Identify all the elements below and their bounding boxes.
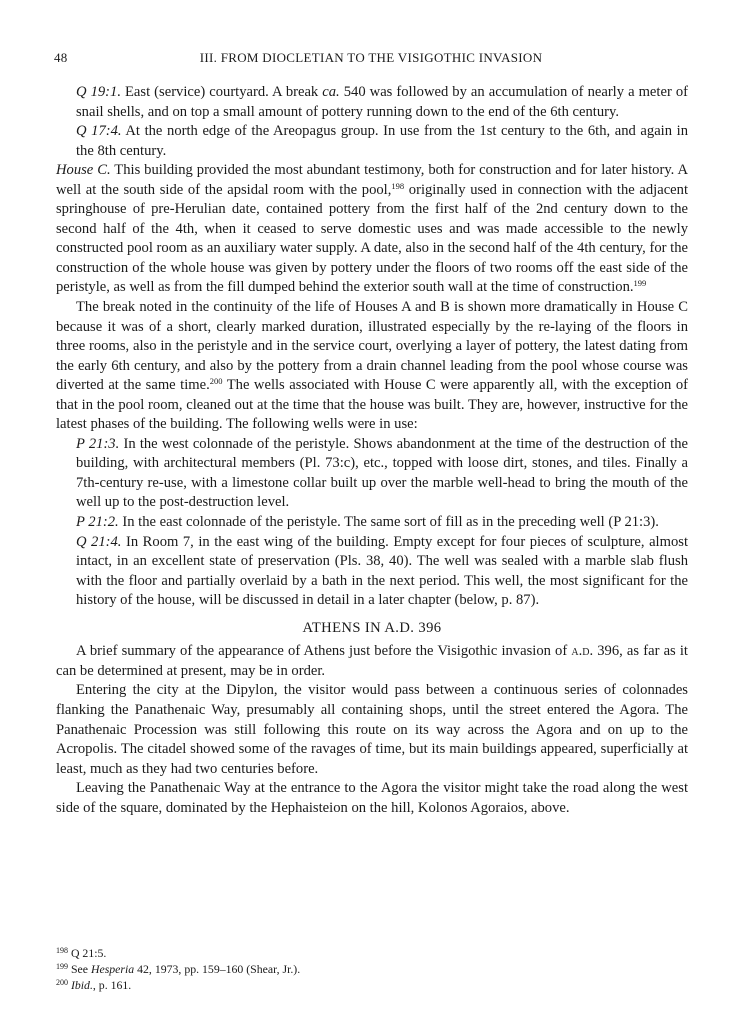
entry-label: House C. <box>56 162 111 179</box>
footnote-199: $^{199}$ See Hesperia 42, 1973, pp. 159–160 (Shear, Jr.). <box>56 962 301 977</box>
page-number: 48 <box>54 50 68 65</box>
paragraph-house-c: House C. This building provided the most abundant testimony, both for construction and for later history. A well at the south side of the apsidal room with the pool,$^{198}$ originally used in connection with the adjacent springhouse of pre-Herulian date, contained pottery from the first half of the 2nd century down to the second half of the 4th, when it ceased to serve domestic uses and was made accessible to the newly constructed pool room as an auxiliary water supply. A date, also in the second half of the 4th century, for the construction of the whole house was given by pottery under the floors of two rooms off the east side of the peristyle, as well as from the fill dumped behind the exterior south wall at the time of construction.$^{199}$ <box>56 162 689 296</box>
running-title: III. FROM DIOCLETIAN TO THE VISIGOTHIC INVASION <box>199 50 543 65</box>
entry-p213: P 21:3. In the west colonnade of the peristyle. Shows abandonment at the time of the destruction of the building, with architectural members (Pl. 73:c), etc., topped with loose dirt, stones, and tiles. Finally a 7th-century re-use, with a limestone collar built up over the marble well-head to bring the mouth of the well up to the post-destruction level. <box>76 435 689 511</box>
entry-q214: Q 21:4. In Room 7, in the east wing of the building. Empty except for four pieces of sculpture, almost intact, in an excellent state of preservation (Pls. 38, 40). The well was sealed with a marble slab flush with the floor and partially overlaid by a bath in the next period. This well, the most significant for the history of the house, will be discussed in detail in a later chapter (below, p. 87). <box>76 533 688 609</box>
footnote-ref[interactable]: 199 <box>633 278 647 289</box>
running-header <box>54 50 688 70</box>
footnote-200: $^{200}$ Ibid., p. 161. <box>56 978 132 993</box>
entry-label: Q 19:1. <box>76 84 121 100</box>
entry-label: Q 17:4. <box>76 123 122 140</box>
entry-p212: P 21:2. In the east colonnade of the peristyle. The same sort of fill as in the preceding well (P 21:3). <box>76 514 659 531</box>
footnotes <box>56 945 688 994</box>
paragraph-dipylon: Entering the city at the Dipylon, the visitor would pass between a continuous series of colonnades flanking the Panathenaic Way, presumably all containing shops, until the street entered the Agora. The Panathenaic Procession was still following this route on its way across the Agora and on up to the Acropolis. The citadel showed some of the ravages of time, but its main buildings appeared, superficially at least, much as they had two centuries before. <box>56 682 688 777</box>
paragraph-break: The break noted in the continuity of the life of Houses A and B is shown more dramatically in House C because it was of a short, clearly marked duration, illustrated especially by the re-laying of the floors in three rooms, also in the peristyle and in the service court, overlying a layer of pottery, the latest dating from the early 6th century, and also by the pottery from a drain channel leading from the pool whose course was diverted at the same time.$^{200}$ The wells associated with House C were apparently all, with the exception of that in the pool room, cleaned out at the time that the house was built. They are, however, instructive for the latest phases of the building. The following wells were in use: <box>56 299 689 433</box>
section-heading: ATHENS IN A.D. 396 <box>302 619 442 636</box>
entry-label: Q 21:4. <box>76 533 122 550</box>
footnote-198: $^{198}$ Q 21:5. <box>56 946 107 960</box>
paragraph-agora: Leaving the Panathenaic Way at the entrance to the Agora the visitor might take the road along the west side of the square, dominated by the Hephaisteion on the hill, Kolonos Agoraios, above. <box>56 780 688 816</box>
entry-label: P 21:3. <box>76 435 120 452</box>
footnote-ref[interactable]: 200 <box>209 376 223 387</box>
entry-label: P 21:2. <box>76 514 119 531</box>
footnote-ref[interactable]: 198 <box>391 180 405 191</box>
entry-q19: Q 19:1. East (service) courtyard. A break ca. 540 was followed by an accumulation of nearly a meter of snail shells, and on top a small amount of pottery running down to the end of the 6th century. <box>76 84 688 120</box>
paragraph-summary: A brief summary of the appearance of Athens just before the Visigothic invasion of a.d. 396, as far as it can be determined at present, may be in order. <box>56 643 688 679</box>
body-text <box>56 83 688 818</box>
entry-q17: Q 17:4. At the north edge of the Areopagus group. In use from the 1st century to the 6th, and again in the 8th century. <box>76 123 688 159</box>
